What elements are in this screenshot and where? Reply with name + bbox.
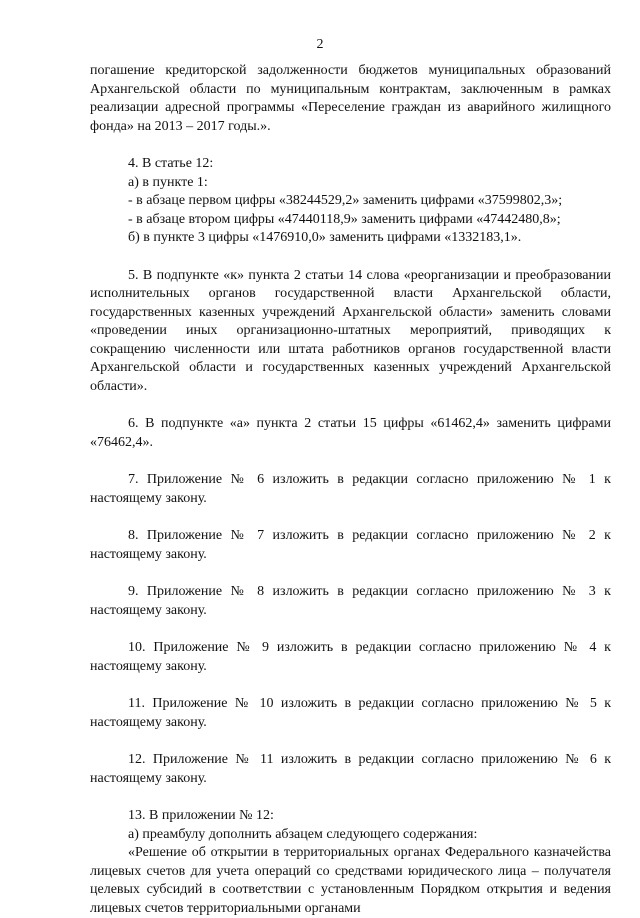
item-13-quote: «Решение об открытии в территориальных органах Федерального казначейства лицевых счетов для учета операций со средствами юридического лица – получателя целевых субсидий в соответствии с установленным Порядком открытия и ведения лицевых счетов территориальными органами — [90, 845, 611, 916]
item-8-text: 8. Приложение № 7 изложить в редакции согласно приложению № 2 к настоящему закону. — [90, 528, 611, 562]
item-4 — [90, 155, 611, 248]
item-6-text: 6. В подпункте «а» пункта 2 статьи 15 цифры «61462,4» заменить цифрами «76462,4». — [90, 416, 611, 450]
item-11 — [90, 695, 611, 732]
item-4-subitem-a: а) в пункте 1: — [128, 174, 208, 190]
item-4-heading: 4. В статье 12: — [128, 156, 214, 171]
paragraph-text: погашение кредиторской задолженности бюджетов муниципальных образований Архангельской области по муниципальным контрактам, заключенным в рамках реализации адресной программы «Переселение граждан из аварийного жилищного фонда» на 2013 – 2017 годы.». — [90, 63, 611, 134]
paragraph-continuation — [90, 62, 611, 136]
item-4-line-2: - в абзаце втором цифры «47440118,9» заменить цифрами «47442480,8»; — [128, 211, 561, 227]
item-9-text: 9. Приложение № 8 изложить в редакции согласно приложению № 3 к настоящему закону. — [90, 584, 611, 618]
item-7 — [90, 471, 611, 508]
item-10-text: 10. Приложение № 9 изложить в редакции согласно приложению № 4 к настоящему закону. — [90, 640, 611, 674]
item-7-text: 7. Приложение № 6 изложить в редакции согласно приложению № 1 к настоящему закону. — [90, 472, 611, 506]
item-5 — [90, 267, 611, 397]
item-13 — [90, 807, 611, 918]
document-body — [90, 62, 611, 918]
item-13-subitem-a: а) преамбулу дополнить абзацем следующего содержания: — [128, 826, 478, 842]
item-4-subitem-b: б) в пункте 3 цифры «1476910,0» заменить цифрами «1332183,1». — [128, 230, 522, 245]
item-6 — [90, 415, 611, 452]
item-8 — [90, 527, 611, 564]
item-13-heading: 13. В приложении № 12: — [128, 808, 274, 823]
page-number: 2 — [316, 37, 324, 52]
item-5-text: 5. В подпункте «к» пункта 2 статьи 14 слова «реорганизации и преобразовании исполнительных органов государственной власти Архангельской области, государственных казенных учреждений Архангельской области» заменить словами «проведении иных организационно-штатных мероприятий, приводящих к сокращению численности или штата работников органов государственной власти Архангельской области и государственных казенных учреждений Архангельской области». — [90, 267, 611, 394]
item-4-line-1: - в абзаце первом цифры «38244529,2» заменить цифрами «37599802,3»; — [128, 193, 563, 208]
item-11-text: 11. Приложение № 10 изложить в редакции согласно приложению № 5 к настоящему закону. — [90, 696, 611, 730]
item-12-text: 12. Приложение № 11 изложить в редакции согласно приложению № 6 к настоящему закону. — [90, 752, 611, 786]
item-9 — [90, 583, 611, 620]
item-10 — [90, 639, 611, 676]
item-12 — [90, 751, 611, 788]
